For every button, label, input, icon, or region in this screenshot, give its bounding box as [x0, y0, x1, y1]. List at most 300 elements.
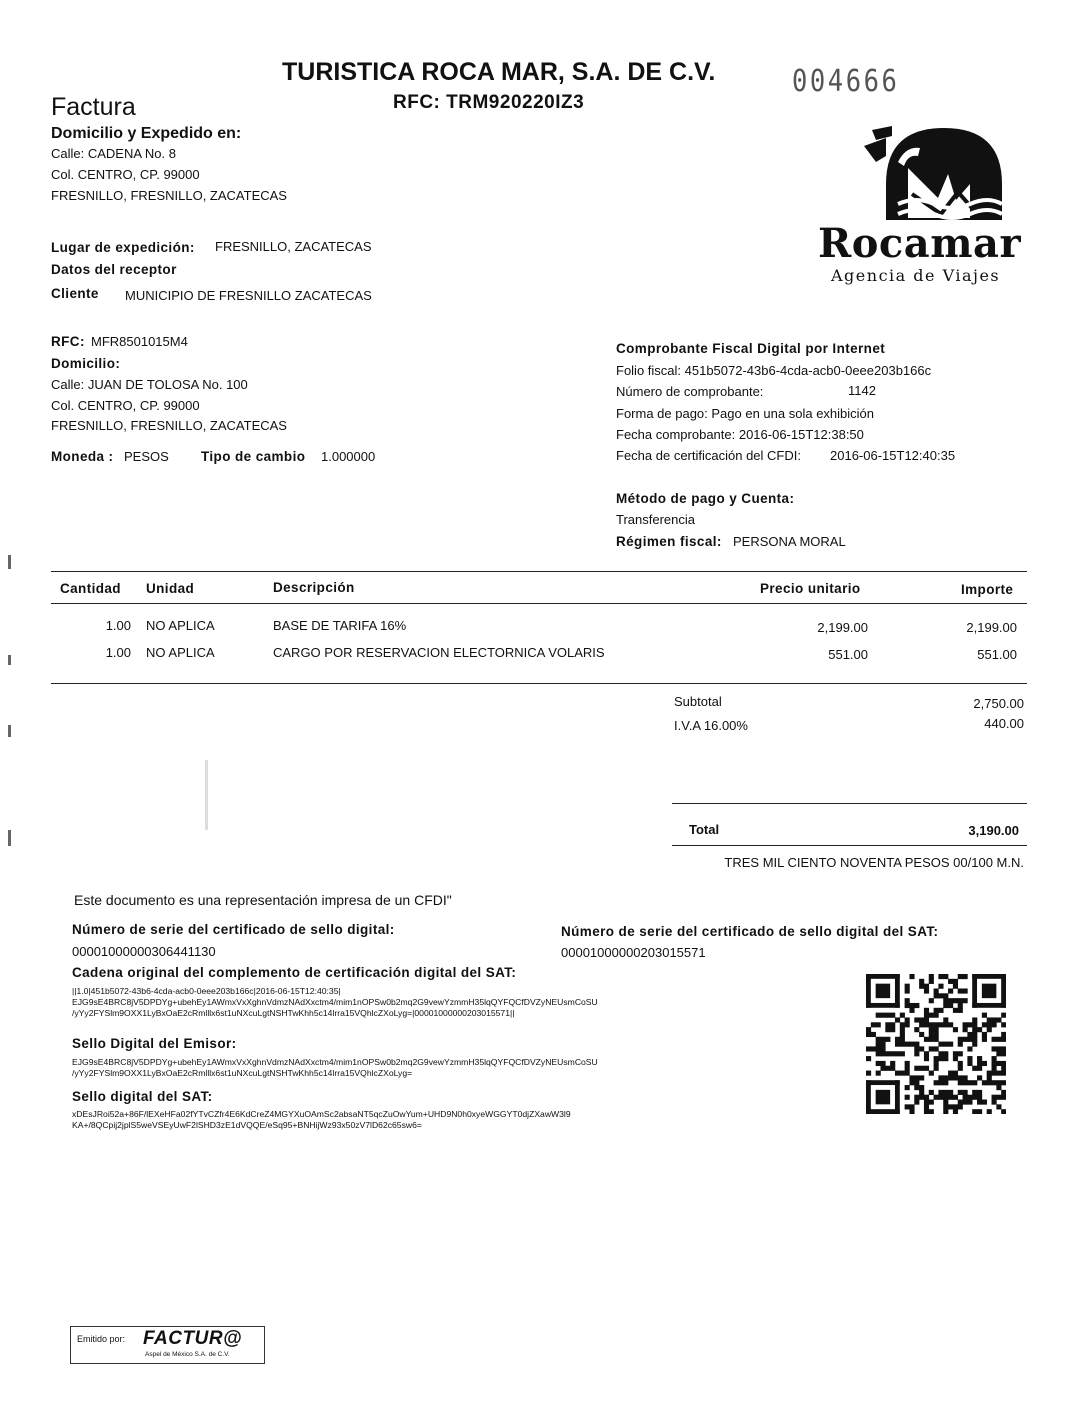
- qr-module: [987, 1109, 992, 1114]
- qr-module: [890, 1066, 895, 1071]
- qr-module: [996, 1061, 1001, 1066]
- qr-module: [905, 1095, 910, 1100]
- qr-module: [938, 993, 943, 998]
- qr-module: [948, 1075, 953, 1080]
- rocamar-logo: [818, 122, 1033, 292]
- qr-module: [996, 1085, 1001, 1090]
- col-cantidad: Cantidad: [60, 581, 121, 596]
- totals-rule: [672, 803, 1027, 804]
- qr-module: [943, 1109, 948, 1114]
- amount-in-words: TRES MIL CIENTO NOVENTA PESOS 00/100 M.N.: [724, 855, 1024, 870]
- qr-module: [1001, 1051, 1006, 1056]
- qr-module: [900, 1022, 905, 1027]
- qr-module: [996, 1071, 1001, 1076]
- qr-module: [895, 1017, 900, 1022]
- qr-module: [880, 1013, 885, 1018]
- qr-module: [982, 1100, 987, 1105]
- qr-module: [953, 1109, 958, 1114]
- qr-module: [905, 1042, 910, 1047]
- receiver-colonia: Col. CENTRO, CP. 99000: [51, 398, 200, 413]
- qr-module: [876, 1013, 881, 1018]
- qr-module: [905, 1071, 910, 1076]
- qr-module: [929, 979, 934, 984]
- qr-module: [866, 1080, 900, 1085]
- cfdi-representation-note: Este documento es una representación impresa de un CFDI": [74, 892, 452, 908]
- qr-module: [982, 1061, 987, 1066]
- scan-mark: [8, 655, 11, 665]
- qr-module: [934, 1046, 939, 1051]
- col-precio: Precio unitario: [760, 581, 861, 596]
- qr-module: [1001, 1013, 1006, 1018]
- qr-module: [958, 1051, 963, 1056]
- qr-module: [866, 1032, 871, 1037]
- qr-module: [967, 1037, 972, 1042]
- qr-module: [977, 1095, 982, 1100]
- qr-module: [880, 1066, 885, 1071]
- qr-module: [958, 1066, 963, 1071]
- qr-module: [914, 1080, 919, 1085]
- iva-label: I.V.A 16.00%: [674, 718, 748, 733]
- qr-module: [967, 1032, 972, 1037]
- qr-module: [929, 974, 934, 979]
- qr-module: [909, 1075, 914, 1080]
- col-descripcion: Descripción: [273, 580, 355, 595]
- qr-module: [905, 1003, 910, 1008]
- qr-module: [938, 1090, 943, 1095]
- qr-code-icon: [866, 974, 1006, 1114]
- qr-module: [938, 1075, 943, 1080]
- qr-module: [900, 1027, 905, 1032]
- qr-module: [871, 1032, 876, 1037]
- qr-module: [953, 1071, 958, 1076]
- qr-module: [1001, 1109, 1006, 1114]
- qr-module: [895, 974, 900, 1008]
- company-rfc: RFC: TRM920220IZ3: [393, 92, 585, 113]
- qr-module: [885, 1027, 890, 1032]
- qr-module: [992, 1095, 997, 1100]
- qr-module: [953, 1104, 958, 1109]
- qr-module: [953, 998, 958, 1003]
- qr-module: [866, 1056, 871, 1061]
- qr-module: [938, 1008, 943, 1013]
- row-descripcion: BASE DE TARIFA 16%: [273, 618, 407, 633]
- qr-module: [914, 1085, 919, 1090]
- qr-module: [919, 984, 924, 989]
- qr-module: [938, 1095, 943, 1100]
- qr-module: [987, 1080, 992, 1085]
- qr-module: [958, 998, 963, 1003]
- qr-module: [880, 1037, 885, 1042]
- qr-module: [938, 974, 943, 979]
- qr-module: [905, 1066, 910, 1071]
- qr-module: [948, 1071, 953, 1076]
- qr-module: [924, 1104, 929, 1109]
- qr-module: [972, 1017, 977, 1022]
- qr-module: [992, 1056, 997, 1061]
- qr-module: [982, 1032, 987, 1037]
- sat-cert-label: Número de serie del certificado de sello digital del SAT:: [561, 924, 939, 939]
- qr-module: [953, 1008, 958, 1013]
- qr-module: [900, 1051, 905, 1056]
- qr-module: [972, 1042, 977, 1047]
- subtotal-value: 2,750.00: [973, 696, 1024, 711]
- fecha-comprobante: Fecha comprobante: 2016-06-15T12:38:50: [616, 427, 864, 442]
- qr-module: [1001, 1037, 1006, 1042]
- qr-module: [987, 1075, 992, 1080]
- qr-module: [948, 1090, 953, 1095]
- qr-module: [919, 1032, 924, 1037]
- qr-module: [866, 1027, 871, 1032]
- row-unidad: NO APLICA: [146, 618, 215, 633]
- qr-module: [992, 1080, 997, 1085]
- qr-module: [929, 1027, 934, 1032]
- qr-module: [972, 1032, 977, 1037]
- qr-module: [909, 1042, 914, 1047]
- qr-module: [963, 998, 968, 1003]
- qr-module: [866, 974, 871, 1008]
- qr-module: [905, 984, 910, 989]
- client-label: Cliente: [51, 286, 99, 301]
- cert-label: Número de serie del certificado de sello digital:: [72, 922, 395, 937]
- cert-value: 00001000000306441130: [72, 944, 216, 959]
- qr-module: [982, 1037, 987, 1042]
- qr-module: [953, 1051, 958, 1056]
- qr-module: [900, 1013, 905, 1018]
- qr-module: [943, 998, 948, 1003]
- factur-brand: FACTUR@: [143, 1328, 243, 1349]
- qr-module: [977, 1056, 982, 1061]
- qr-module: [900, 1037, 905, 1042]
- qr-module: [929, 1071, 934, 1076]
- qr-module: [924, 984, 929, 989]
- qr-module: [924, 1056, 929, 1061]
- qr-module: [909, 1003, 914, 1008]
- issuer-city: FRESNILLO, FRESNILLO, ZACATECAS: [51, 188, 287, 203]
- qr-module: [958, 988, 963, 993]
- issuer-street: Calle: CADENA No. 8: [51, 146, 176, 161]
- qr-module: [958, 974, 963, 979]
- qr-module: [972, 1022, 977, 1027]
- sello-sat-label: Sello digital del SAT:: [72, 1089, 213, 1104]
- qr-module: [914, 1095, 919, 1100]
- qr-module: [953, 984, 958, 989]
- qr-module: [963, 1095, 968, 1100]
- qr-module: [982, 1080, 987, 1085]
- cadena-line: EJG9sE4BRC8jV5DPDYg+ubehEy1AWmxVxXghnVdmzNAdXxctm4/mim1nOPSw0b2mq2G9vewYzmmH35lqQYFQCfDVZyNEUsmCoSU: [72, 997, 598, 1007]
- qr-module: [948, 1003, 953, 1008]
- exchange-value: 1.000000: [321, 449, 376, 464]
- sello-sat-line: xDEsJRoi52a+86F/lEXeHFa02fYTvCZfr4E6KdCreZ4MGYXuOAmSc2absaNT5qcZuOwYum+UHD9N0h0xyeWGGYT0djZXawW3l9: [72, 1109, 571, 1119]
- qr-module: [938, 1051, 943, 1056]
- sello-emisor-line: /yYy2FYSlm9OXX1LyBxOaE2cRmlllx6st1uNXcuLgtNSHTwKhh5c14lrra15VQhlcZXoLyg=: [72, 1068, 413, 1078]
- qr-module: [866, 1071, 871, 1076]
- qr-module: [934, 1008, 939, 1013]
- qr-module: [919, 1046, 924, 1051]
- qr-module: [948, 1104, 953, 1109]
- qr-module: [929, 1109, 934, 1114]
- qr-module: [963, 1022, 968, 1027]
- qr-module: [914, 1027, 919, 1032]
- qr-module: [943, 1080, 948, 1085]
- qr-module: [909, 1008, 914, 1013]
- qr-module: [876, 1022, 881, 1027]
- numero-label: Número de comprobante:: [616, 384, 764, 399]
- qr-module: [953, 979, 958, 984]
- qr-module: [982, 984, 996, 998]
- qr-module: [963, 1080, 968, 1085]
- qr-module: [977, 1100, 982, 1105]
- qr-module: [943, 1100, 948, 1105]
- qr-module: [996, 1095, 1001, 1100]
- qr-module: [948, 1022, 953, 1027]
- qr-module: [938, 1080, 943, 1085]
- qr-module: [929, 1037, 934, 1042]
- qr-module: [880, 1042, 885, 1047]
- qr-module: [929, 998, 934, 1003]
- qr-module: [890, 1051, 895, 1056]
- qr-module: [934, 1022, 939, 1027]
- sello-emisor-line: EJG9sE4BRC8jV5DPDYg+ubehEy1AWmxVxXghnVdmzNAdXxctm4/mim1nOPSw0b2mq2G9vewYzmmH35lqQYFQCfDVZyNEUsmCoSU: [72, 1057, 598, 1067]
- logo-name: Rocamar: [818, 220, 1022, 267]
- metodo-label: Método de pago y Cuenta:: [616, 491, 795, 506]
- col-importe: Importe: [961, 582, 1014, 597]
- qr-module: [958, 1075, 963, 1080]
- qr-module: [885, 1022, 890, 1027]
- receiver-city: FRESNILLO, FRESNILLO, ZACATECAS: [51, 418, 287, 433]
- qr-module: [1001, 1022, 1006, 1027]
- scan-smudge: [205, 760, 208, 830]
- qr-module: [1001, 1080, 1006, 1085]
- numero-value: 1142: [848, 383, 876, 398]
- qr-module: [972, 1109, 977, 1114]
- qr-module: [996, 1017, 1001, 1022]
- qr-module: [900, 1071, 905, 1076]
- qr-module: [958, 1061, 963, 1066]
- qr-module: [919, 1066, 924, 1071]
- qr-module: [967, 1100, 972, 1105]
- qr-module: [972, 1027, 977, 1032]
- qr-module: [1001, 1066, 1006, 1071]
- qr-module: [943, 1003, 948, 1008]
- qr-module: [890, 1027, 895, 1032]
- total-rule: [672, 845, 1027, 846]
- qr-module: [958, 1042, 963, 1047]
- qr-module: [934, 1037, 939, 1042]
- qr-module: [866, 974, 900, 979]
- qr-module: [943, 1104, 948, 1109]
- qr-module: [992, 1066, 997, 1071]
- qr-module: [938, 1042, 943, 1047]
- qr-module: [909, 1104, 914, 1109]
- qr-module: [943, 974, 948, 979]
- qr-module: [876, 1051, 881, 1056]
- qr-module: [972, 974, 977, 1008]
- metodo-value: Transferencia: [616, 512, 695, 527]
- total-value: 3,190.00: [968, 823, 1019, 838]
- qr-module: [958, 1008, 963, 1013]
- qr-module: [924, 1109, 929, 1114]
- emitido-por-box: [70, 1326, 265, 1364]
- table-bottom-rule: [51, 683, 1027, 684]
- qr-module: [909, 974, 914, 979]
- factur-brand-sub: Aspel de México S.A. de C.V.: [145, 1351, 230, 1358]
- qr-module: [992, 1061, 997, 1066]
- qr-module: [948, 1095, 953, 1100]
- qr-module: [967, 1022, 972, 1027]
- folio-fiscal: Folio fiscal: 451b5072-43b6-4cda-acb0-0eee203b166c: [616, 363, 932, 378]
- qr-module: [963, 1100, 968, 1105]
- row-cantidad: 1.00: [105, 645, 131, 660]
- qr-module: [1001, 1046, 1006, 1051]
- qr-module: [938, 984, 943, 989]
- exchange-label: Tipo de cambio: [201, 449, 306, 464]
- qr-module: [977, 1061, 982, 1066]
- qr-module: [943, 1022, 948, 1027]
- qr-module: [1001, 1032, 1006, 1037]
- qr-module: [943, 1095, 948, 1100]
- row-cantidad: 1.00: [105, 618, 131, 633]
- qr-module: [905, 1085, 910, 1090]
- qr-module: [909, 1080, 914, 1085]
- cadena-label: Cadena original del complemento de certificación digital del SAT:: [72, 965, 517, 980]
- qr-module: [1001, 1061, 1006, 1066]
- cadena-original: [72, 986, 598, 1019]
- qr-module: [938, 1022, 943, 1027]
- place-value: FRESNILLO, ZACATECAS: [215, 239, 372, 254]
- qr-module: [924, 1051, 929, 1056]
- qr-module: [972, 1066, 977, 1071]
- qr-module: [929, 1013, 934, 1018]
- qr-module: [890, 1061, 895, 1066]
- qr-module: [977, 1109, 982, 1114]
- qr-module: [895, 1071, 900, 1076]
- sat-cert-value: 00001000000203015571: [561, 945, 706, 960]
- qr-module: [885, 1066, 890, 1071]
- qr-module: [996, 1046, 1001, 1051]
- qr-module: [914, 1042, 919, 1047]
- scan-mark: [8, 725, 11, 737]
- qr-module: [914, 1046, 919, 1051]
- table-top-rule: [51, 571, 1027, 572]
- qr-module: [914, 1017, 919, 1022]
- fecha-certificacion-label: Fecha de certificación del CFDI:: [616, 448, 801, 463]
- qr-module: [885, 1037, 890, 1042]
- qr-module: [972, 1080, 977, 1085]
- qr-module: [880, 1051, 885, 1056]
- qr-module: [866, 1003, 900, 1008]
- qr-module: [929, 1032, 934, 1037]
- scan-mark: [8, 555, 11, 569]
- qr-module: [943, 1056, 948, 1061]
- qr-module: [890, 1022, 895, 1027]
- qr-module: [914, 1066, 919, 1071]
- qr-module: [992, 1037, 997, 1042]
- qr-module: [929, 1046, 934, 1051]
- qr-module: [977, 1027, 982, 1032]
- qr-module: [924, 1017, 929, 1022]
- qr-module: [1001, 974, 1006, 1008]
- qr-module: [871, 1022, 876, 1027]
- qr-module: [967, 1080, 972, 1085]
- qr-module: [876, 1046, 881, 1051]
- receiver-label: Datos del receptor: [51, 262, 177, 277]
- receiver-rfc-value: MFR8501015M4: [91, 334, 188, 349]
- qr-module: [958, 1104, 963, 1109]
- currency-value: PESOS: [124, 449, 169, 464]
- qr-module: [953, 1056, 958, 1061]
- qr-module: [914, 1075, 919, 1080]
- table-header-rule: [51, 603, 1027, 604]
- qr-module: [963, 988, 968, 993]
- qr-module: [972, 1003, 1006, 1008]
- row-precio: 2,199.00: [817, 620, 868, 635]
- qr-module: [938, 1056, 943, 1061]
- qr-module: [924, 1100, 929, 1105]
- qr-module: [958, 1090, 963, 1095]
- qr-module: [885, 1013, 890, 1018]
- qr-module: [992, 1017, 997, 1022]
- qr-module: [987, 1071, 992, 1076]
- row-unidad: NO APLICA: [146, 645, 215, 660]
- qr-module: [900, 1032, 905, 1037]
- cfdi-heading: Comprobante Fiscal Digital por Internet: [616, 341, 886, 356]
- qr-module: [948, 988, 953, 993]
- forma-pago: Forma de pago: Pago en una sola exhibición: [616, 406, 875, 421]
- row-importe: 2,199.00: [966, 620, 1017, 635]
- qr-module: [967, 1095, 972, 1100]
- sello-sat: [72, 1109, 571, 1131]
- qr-module: [948, 998, 953, 1003]
- qr-module: [958, 1003, 963, 1008]
- qr-module: [967, 1061, 972, 1066]
- qr-module: [890, 1013, 895, 1018]
- iva-value: 440.00: [984, 716, 1024, 731]
- total-label: Total: [689, 822, 720, 837]
- qr-module: [972, 1037, 977, 1042]
- qr-module: [924, 1008, 929, 1013]
- qr-module: [963, 1037, 968, 1042]
- qr-module: [982, 1022, 987, 1027]
- qr-module: [895, 1042, 900, 1047]
- qr-module: [963, 1027, 968, 1032]
- qr-module: [866, 1080, 871, 1114]
- qr-module: [963, 1075, 968, 1080]
- currency-label: Moneda :: [51, 449, 114, 464]
- sello-sat-line: KA+/8QCpij2jplS5weVSEyUwF2lSHD3zE1dVQQE/eSq95+BNHijWz93x50zV7lD62c65sw6=: [72, 1120, 422, 1130]
- qr-module: [876, 1090, 890, 1104]
- qr-module: [934, 988, 939, 993]
- qr-module: [934, 1066, 939, 1071]
- qr-module: [924, 1037, 929, 1042]
- qr-module: [977, 1066, 982, 1071]
- qr-module: [909, 1109, 914, 1114]
- qr-module: [953, 1027, 958, 1032]
- company-name: TURISTICA ROCA MAR, S.A. DE C.V.: [282, 58, 716, 86]
- qr-module: [958, 1080, 963, 1085]
- qr-module: [914, 1100, 919, 1105]
- issuer-colonia: Col. CENTRO, CP. 99000: [51, 167, 200, 182]
- scan-mark: [8, 830, 11, 846]
- place-label: Lugar de expedición:: [51, 240, 195, 255]
- qr-module: [953, 1075, 958, 1080]
- qr-module: [963, 974, 968, 979]
- qr-module: [943, 993, 948, 998]
- fecha-certificacion-value: 2016-06-15T12:40:35: [830, 448, 956, 463]
- qr-module: [929, 1090, 934, 1095]
- subtotal-label: Subtotal: [674, 694, 722, 709]
- qr-module: [948, 1042, 953, 1047]
- qr-module: [943, 1042, 948, 1047]
